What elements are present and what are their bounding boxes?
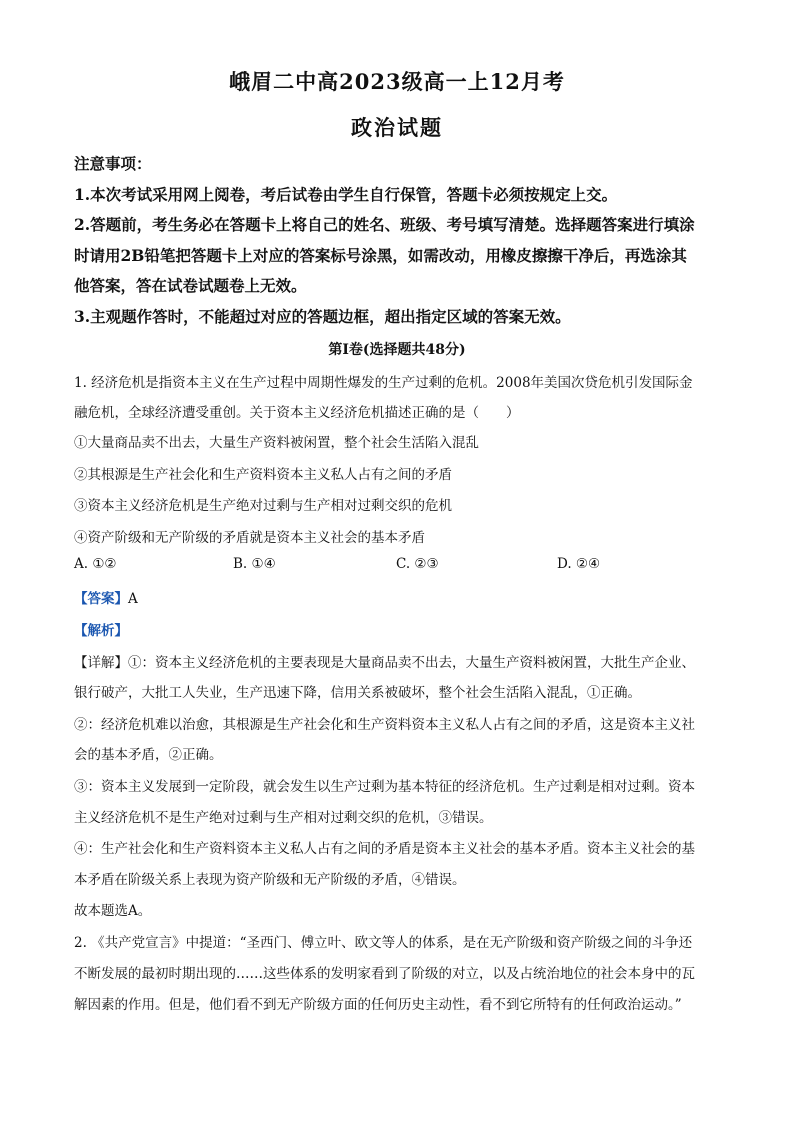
q1-item: ④资产阶级和无产阶级的矛盾就是资本主义社会的基本矛盾 — [74, 530, 425, 546]
answer-value: A — [128, 591, 138, 607]
q1-analysis-label — [74, 619, 128, 639]
q1-detail-line: ②：经济危机难以治愈，其根源是生产社会化和生产资料资本主义私人占有之间的矛盾，这是资本主义社 — [74, 717, 695, 733]
q1-detail-line: 主义经济危机不是生产绝对过剩与生产相对过剩交织的危机，③错误。 — [74, 810, 493, 826]
notice-line: 1.本次考试采用网上阅卷，考后试卷由学生自行保管，答题卡必须按规定上交。 — [74, 185, 618, 204]
notice-line: 3.主观题作答时，不能超过对应的答题边框，超出指定区域的答案无效。 — [74, 307, 571, 326]
answer-label: 【答案】 — [74, 591, 128, 607]
q2-stem: 2. 《共产党宣言》中提道：“圣西门、傅立叶、欧文等人的体系，是在无产阶级和资产阶级之间的斗争还 — [74, 935, 693, 951]
q1-detail-line: ④：生产社会化和生产资料资本主义私人占有之间的矛盾是资本主义社会的基本矛盾。资本主义社会的基 — [74, 841, 695, 857]
q1-conclusion: 故本题选A。 — [74, 903, 152, 919]
notice-line: 时请用2B铅笔把答题卡上对应的答案标号涂黑，如需改动，用橡皮擦擦干净后，再选涂其 — [74, 246, 687, 265]
q1-option-d: D. ②④ — [557, 556, 601, 572]
exam-subtitle: 政治试题 — [351, 115, 443, 140]
notice-heading: 注意事项： — [74, 154, 152, 173]
notice-line: 2.答题前，考生务必在答题卡上将自己的姓名、班级、考号填写清楚。选择题答案进行填涂 — [74, 215, 695, 234]
q1-item: ①大量商品卖不出去，大量生产资料被闲置，整个社会生活陷入混乱 — [74, 435, 479, 451]
q1-stem: 1. 经济危机是指资本主义在生产过程中周期性爆发的生产过剩的危机。2008年美国次贷危机引发国际金 — [74, 375, 693, 391]
q1-option-a: A. ①② — [74, 556, 117, 572]
notice-line: 他答案，答在试卷试题卷上无效。 — [74, 276, 307, 295]
q1-item: ②其根源是生产社会化和生产资料资本主义私人占有之间的矛盾 — [74, 467, 452, 483]
q1-detail-line: 【详解】①：资本主义经济危机的主要表现是大量商品卖不出去，大量生产资料被闲置，大批生产企业、 — [74, 655, 695, 671]
q1-detail-line: 银行破产，大批工人失业，生产迅速下降，信用关系被破坏，整个社会生活陷入混乱，①正确。 — [74, 685, 641, 701]
q1-answer — [74, 587, 138, 607]
q1-item: ③资本主义经济危机是生产绝对过剩与生产相对过剩交织的危机 — [74, 498, 452, 514]
q1-detail-line: 本矛盾在阶级关系上表现为资产阶级和无产阶级的矛盾，④错误。 — [74, 872, 466, 888]
q1-detail-line: ③：资本主义发展到一定阶段，就会发生以生产过剩为基本特征的经济危机。生产过剩是相对过剩。资本 — [74, 779, 695, 795]
q2-stem: 解因素的作用。但是，他们看不到无产阶级方面的任何历史主动性，看不到它所特有的任何政治运动。” — [74, 997, 682, 1013]
analysis-label: 【解析】 — [74, 623, 128, 639]
q2-stem: 不断发展的最初时期出现的……这些体系的发明家看到了阶级的对立，以及占统治地位的社会本身中的瓦 — [74, 966, 695, 982]
exam-title: 峨眉二中高2023级高一上12月考 — [229, 69, 565, 94]
section-heading: 第Ⅰ卷(选择题共48分) — [328, 342, 466, 358]
q1-detail-line: 会的基本矛盾，②正确。 — [74, 747, 223, 763]
q1-option-b: B. ①④ — [233, 556, 276, 572]
q1-option-c: C. ②③ — [396, 556, 439, 572]
q1-stem: 融危机，全球经济遭受重创。关于资本主义经济危机描述正确的是（ ） — [74, 405, 520, 421]
